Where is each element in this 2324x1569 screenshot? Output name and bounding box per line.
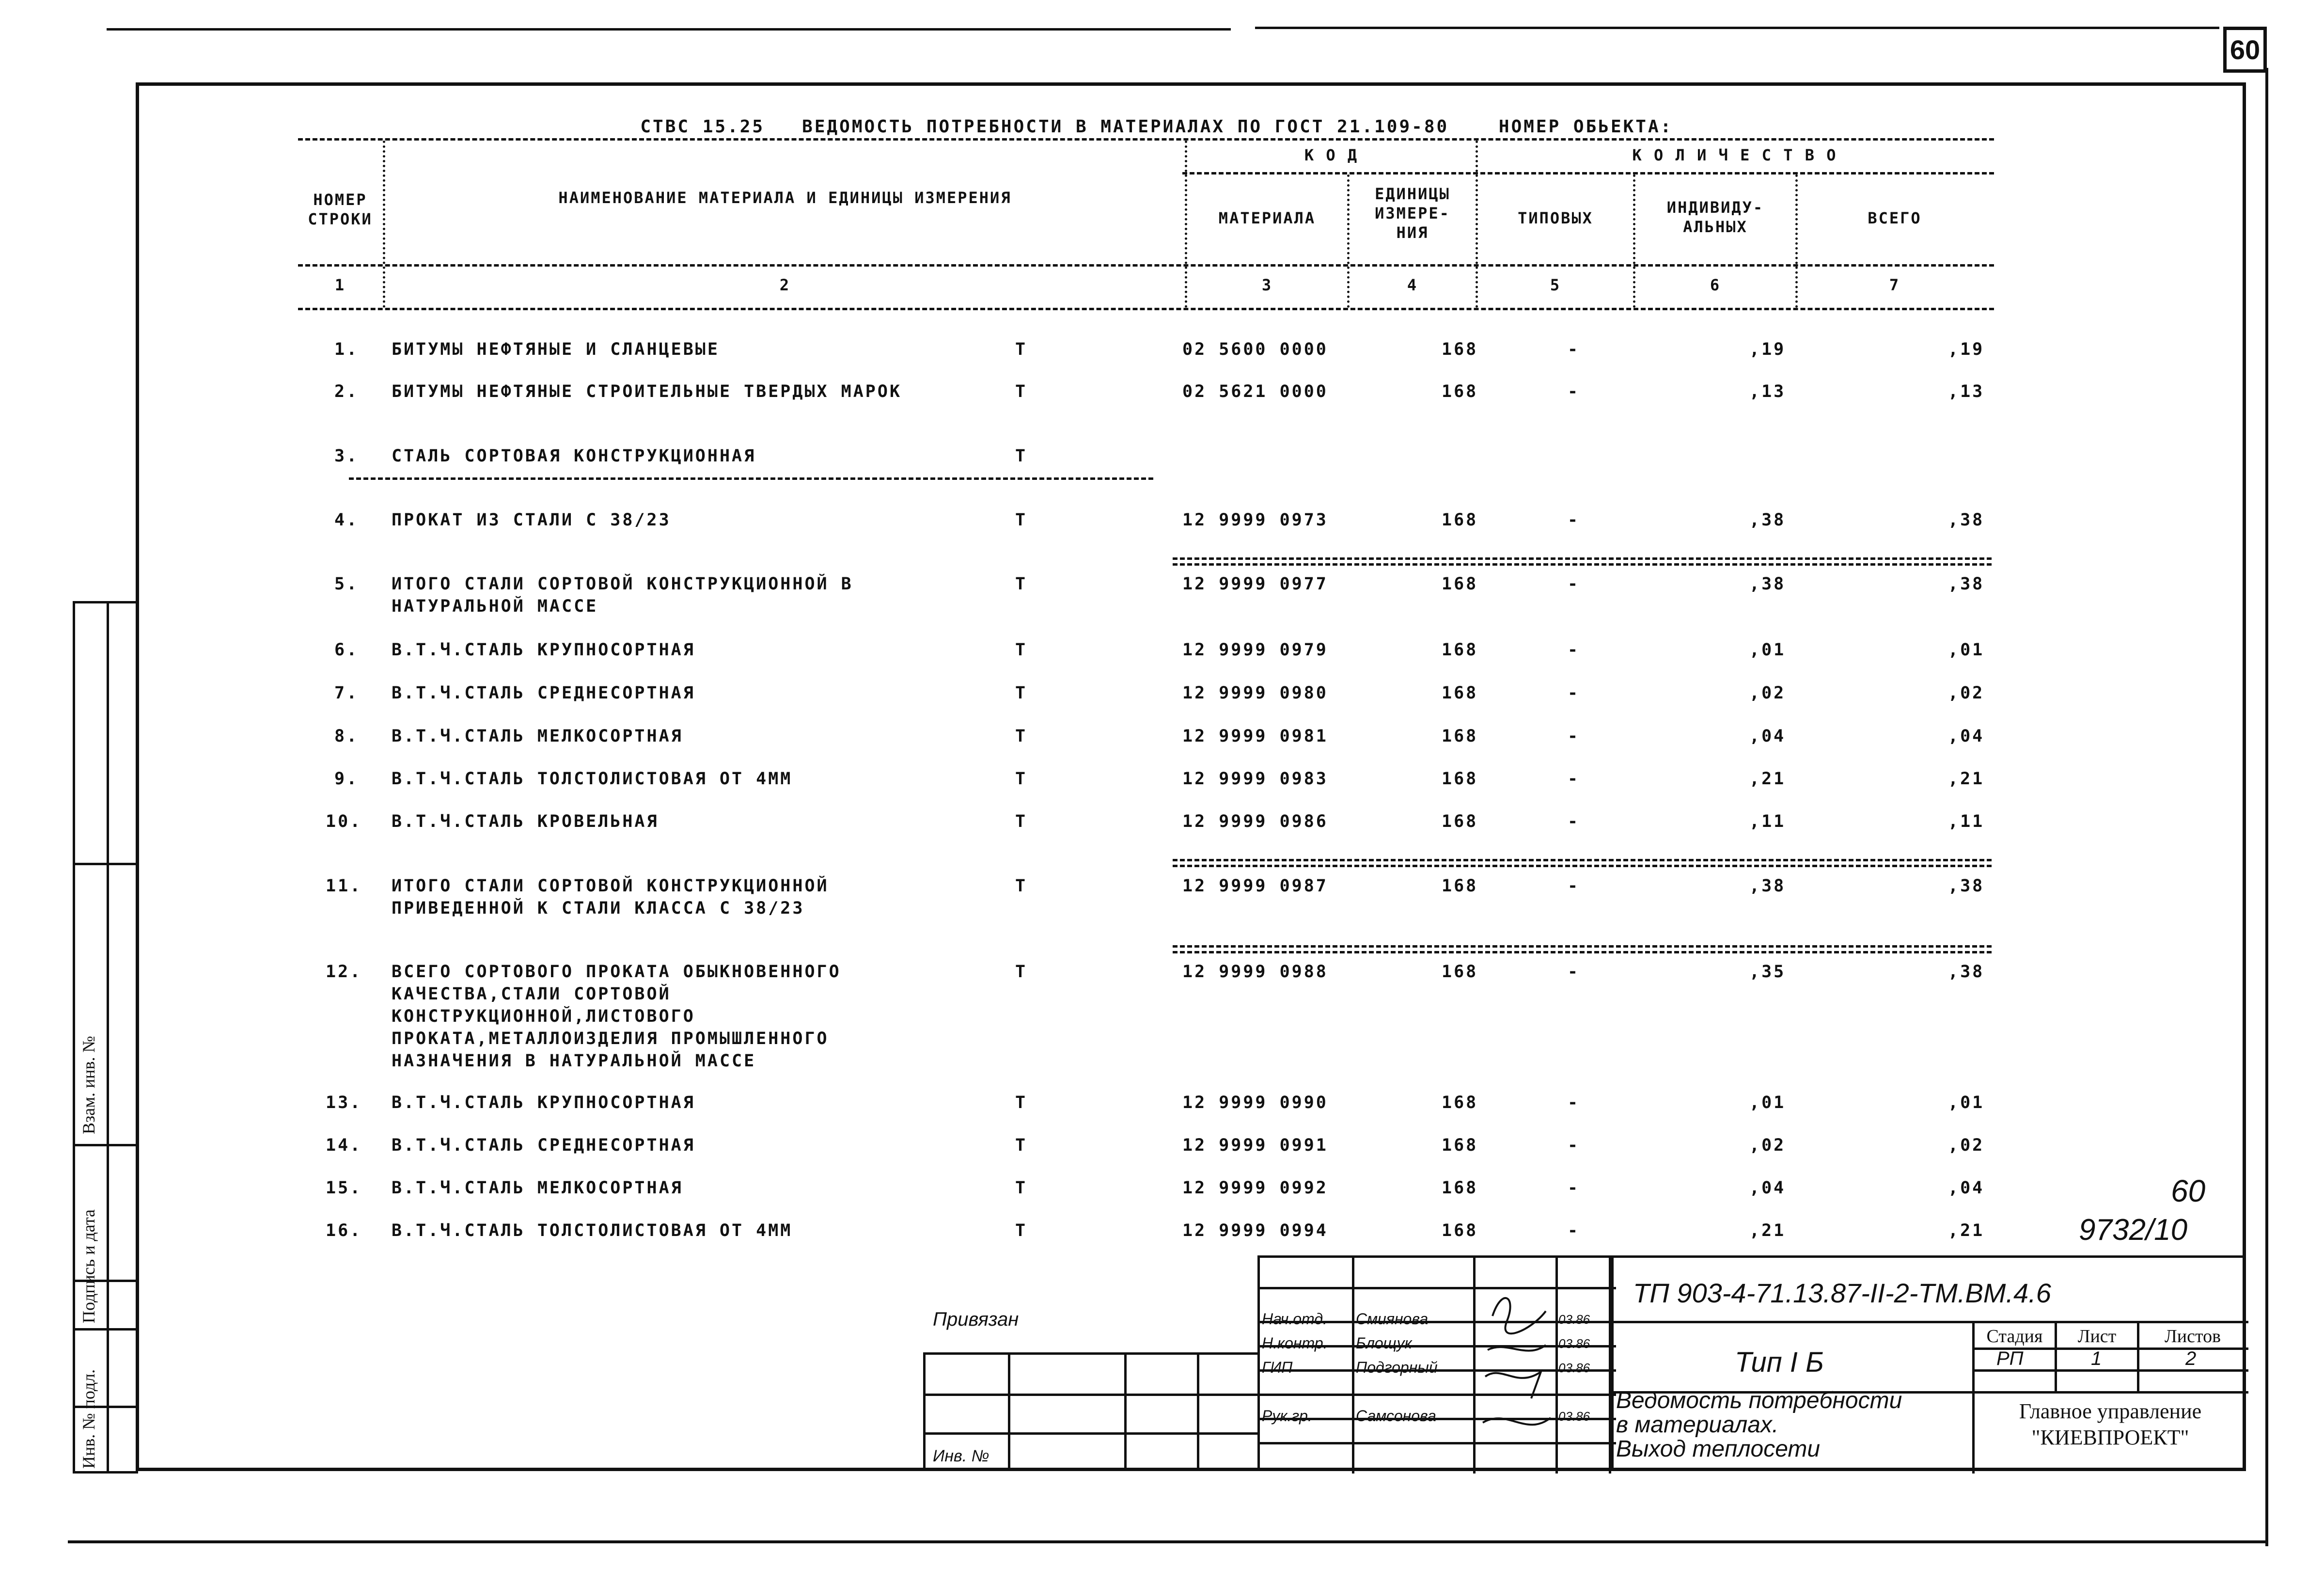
role-3: ГИП <box>1262 1359 1293 1376</box>
row-tot: ,21 <box>1948 1221 1985 1240</box>
pg-v1 <box>1008 1355 1010 1471</box>
top-rule-right <box>1255 27 2219 29</box>
row-unit: Т <box>1015 510 1028 530</box>
row-typ: - <box>1568 769 1580 789</box>
type-label: Тип I Б <box>1735 1347 1824 1378</box>
name-1: Смиянова <box>1356 1310 1429 1328</box>
row-name: В.Т.Ч.СТАЛЬ ТОЛСТОЛИСТОВАЯ ОТ 4ММ <box>392 1221 793 1240</box>
row-ind: ,38 <box>1749 574 1786 594</box>
row-tot: ,01 <box>1948 640 1985 660</box>
row-ind: ,38 <box>1749 510 1786 530</box>
row-code: 12 9999 0991 <box>1182 1136 1328 1155</box>
row-code: 12 9999 0990 <box>1182 1093 1328 1112</box>
total-rule <box>1173 563 1992 566</box>
row-unit: Т <box>1015 574 1028 594</box>
bottom-rule <box>68 1540 2268 1543</box>
sheet-header-cell: Лист <box>2077 1326 2117 1347</box>
row-typ: - <box>1568 812 1580 831</box>
stage-header: Стадия <box>1986 1326 2043 1347</box>
row-meas: 168 <box>1442 1178 1478 1198</box>
row-name: ПРОКАТ ИЗ СТАЛИ С 38/23 <box>392 510 671 530</box>
row-tot: ,21 <box>1948 769 1985 789</box>
archive-number: 9732/10 <box>2079 1213 2188 1247</box>
row-unit: Т <box>1015 1136 1028 1155</box>
row-unit: Т <box>1015 1221 1028 1240</box>
col-row-no: НОМЕР СТРОКИ <box>308 190 373 228</box>
row-name: ВСЕГО СОРТОВОГО ПРОКАТА ОБЫКНОВЕННОГО КАЧЕСТВА,СТАЛИ СОРТОВОЙ КОНСТРУКЦИОННОЙ,ЛИСТОВОГО ПРОКАТА,МЕТАЛЛОИЗДЕЛИЯ ПРОМЫШЛЕННОГО НАЗНАЧЕНИЯ В НАТУРАЛЬНОЙ МАССЕ <box>392 962 841 1071</box>
row-tot: ,04 <box>1948 1178 1985 1198</box>
num-4: 4 <box>1407 276 1418 294</box>
sg-v1 <box>1352 1258 1354 1474</box>
row-no: 16. <box>326 1221 362 1240</box>
row-ind: ,04 <box>1749 727 1786 746</box>
sheet-header <box>615 97 1673 137</box>
row-unit: Т <box>1015 962 1028 982</box>
row-typ: - <box>1568 1178 1580 1198</box>
row-unit: Т <box>1015 340 1028 359</box>
row-typ: - <box>1568 1136 1580 1155</box>
hdr-dash-top <box>298 138 1994 141</box>
row-meas: 168 <box>1442 876 1478 896</box>
row-tot: ,01 <box>1948 1093 1985 1112</box>
row-meas: 168 <box>1442 510 1478 530</box>
row-code: 12 9999 0986 <box>1182 812 1328 831</box>
role-2: Н.контр. <box>1262 1334 1328 1352</box>
side-sign-date: Подпись и дата <box>79 1209 98 1323</box>
side-div-2 <box>73 1144 138 1146</box>
num-2: 2 <box>779 276 791 294</box>
row-no: 5. <box>334 574 359 594</box>
row-typ: - <box>1568 962 1580 982</box>
sg-h4 <box>1260 1394 1616 1396</box>
row-meas: 168 <box>1442 640 1478 660</box>
organization: Главное управление "КИЕВПРОЕКТ" <box>2019 1399 2202 1449</box>
row-meas: 168 <box>1442 683 1478 703</box>
row-tot: ,04 <box>1948 727 1985 746</box>
document-code: ТП 903-4-71.13.87-II-2-ТМ.ВМ.4.6 <box>1633 1278 2051 1308</box>
total-rule <box>1173 859 1992 861</box>
signature-grid <box>1257 1255 1614 1471</box>
row-tot: ,38 <box>1948 962 1985 982</box>
row-unit: Т <box>1015 812 1028 831</box>
row-typ: - <box>1568 876 1580 896</box>
col-individual: ИНДИВИДУ- АЛЬНЫХ <box>1666 198 1764 236</box>
side-col-divider <box>107 601 109 1474</box>
row-code: 12 9999 0992 <box>1182 1178 1328 1198</box>
row-unit: Т <box>1015 727 1028 746</box>
row-no: 14. <box>326 1136 362 1155</box>
row-no: 8. <box>334 727 359 746</box>
row-code: 12 9999 0979 <box>1182 640 1328 660</box>
row-code: 12 9999 0983 <box>1182 769 1328 789</box>
row-unit: Т <box>1015 446 1028 466</box>
header-object: НОМЕР ОБЬЕКТА: <box>1498 117 1673 137</box>
row-ind: ,01 <box>1749 640 1786 660</box>
row-typ: - <box>1568 574 1580 594</box>
row-unit: Т <box>1015 382 1028 401</box>
row-tot: ,19 <box>1948 340 1985 359</box>
top-rule-left <box>107 28 1231 31</box>
hdr-dash-bot <box>298 308 1994 310</box>
row-ind: ,35 <box>1749 962 1786 982</box>
row-name: В.Т.Ч.СТАЛЬ КРОВЕЛЬНАЯ <box>392 812 659 831</box>
row3-underline <box>349 477 1153 480</box>
row-name: В.Т.Ч.СТАЛЬ КРУПНОСОРТНАЯ <box>392 640 695 660</box>
row-name: В.Т.Ч.СТАЛЬ СРЕДНЕСОРТНАЯ <box>392 1136 695 1155</box>
sheets-header: Листов <box>2164 1326 2221 1347</box>
row-typ: - <box>1568 382 1580 401</box>
row-typ: - <box>1568 340 1580 359</box>
date-2: 03.86 <box>1558 1336 1590 1351</box>
row-ind: ,19 <box>1749 340 1786 359</box>
row-code: 02 5600 0000 <box>1182 340 1328 359</box>
row-code: 02 5621 0000 <box>1182 382 1328 401</box>
row-name: БИТУМЫ НЕФТЯНЫЕ СТРОИТЕЛЬНЫЕ ТВЕРДЫХ МАРОК <box>392 382 902 401</box>
total-rule <box>1173 865 1992 867</box>
row-no: 10. <box>326 812 362 831</box>
row-code: 12 9999 0977 <box>1182 574 1328 594</box>
row-meas: 168 <box>1442 1093 1478 1112</box>
row-tot: ,38 <box>1948 574 1985 594</box>
row-typ: - <box>1568 640 1580 660</box>
stage-value: РП <box>1996 1348 2024 1369</box>
num-7: 7 <box>1889 276 1900 294</box>
main-title-block <box>1611 1255 2246 1471</box>
row-name: ИТОГО СТАЛИ СОРТОВОЙ КОНСТРУКЦИОННОЙ ПРИВЕДЕННОЙ К СТАЛИ КЛАССА С 38/23 <box>392 876 829 918</box>
role-1: Нач.отд. <box>1262 1310 1327 1328</box>
sheet-value: 1 <box>2091 1348 2102 1369</box>
date-1: 03.86 <box>1558 1312 1590 1327</box>
hdr-dash-mid <box>298 264 1994 267</box>
row-unit: Т <box>1015 1178 1028 1198</box>
num-5: 5 <box>1550 276 1561 294</box>
row-code: 12 9999 0988 <box>1182 962 1328 982</box>
row-no: 7. <box>334 683 359 703</box>
sg-h0 <box>1260 1287 1616 1289</box>
col-typical: ТИПОВЫХ <box>1518 209 1593 227</box>
row-ind: ,21 <box>1749 1221 1786 1240</box>
row-code: 12 9999 0973 <box>1182 510 1328 530</box>
row-typ: - <box>1568 683 1580 703</box>
row-typ: - <box>1568 1221 1580 1240</box>
row-ind: ,04 <box>1749 1178 1786 1198</box>
row-name: В.Т.Ч.СТАЛЬ ТОЛСТОЛИСТОВАЯ ОТ 4ММ <box>392 769 793 789</box>
pg-v2 <box>1124 1355 1127 1471</box>
row-no: 15. <box>326 1178 362 1198</box>
row-name: СТАЛЬ СОРТОВАЯ КОНСТРУКЦИОННАЯ <box>392 446 756 466</box>
row-meas: 168 <box>1442 812 1478 831</box>
sheet-number: 60 <box>2223 27 2267 73</box>
row-name: В.Т.Ч.СТАЛЬ КРУПНОСОРТНАЯ <box>392 1093 695 1112</box>
row-no: 6. <box>334 640 359 660</box>
row-unit: Т <box>1015 640 1028 660</box>
row-ind: ,01 <box>1749 1093 1786 1112</box>
row-meas: 168 <box>1442 962 1478 982</box>
row-ind: ,11 <box>1749 812 1786 831</box>
col-total: ВСЕГО <box>1868 209 1922 227</box>
row-no: 12. <box>326 962 362 982</box>
row-meas: 168 <box>1442 769 1478 789</box>
row-meas: 168 <box>1442 727 1478 746</box>
row-typ: - <box>1568 510 1580 530</box>
pg-h1 <box>926 1394 1260 1396</box>
row-name: ИТОГО СТАЛИ СОРТОВОЙ КОНСТРУКЦИОННОЙ В НАТУРАЛЬНОЙ МАССЕ <box>392 574 853 616</box>
role-4: Рук.гр. <box>1262 1407 1312 1425</box>
row-name: В.Т.Ч.СТАЛЬ СРЕДНЕСОРТНАЯ <box>392 683 695 703</box>
row-no: 3. <box>334 446 359 466</box>
col-name: НАИМЕНОВАНИЕ МАТЕРИАЛА И ЕДИНИЦЫ ИЗМЕРЕНИЯ <box>558 189 1012 207</box>
row-name: В.Т.Ч.СТАЛЬ МЕЛКОСОРТНАЯ <box>392 727 683 746</box>
row-unit: Т <box>1015 876 1028 896</box>
row-tot: ,02 <box>1948 1136 1985 1155</box>
side-vzam: Взам. инв. № <box>79 1036 98 1134</box>
row-no: 2. <box>334 382 359 401</box>
num-1: 1 <box>334 276 346 294</box>
row-tot: ,02 <box>1948 683 1985 703</box>
signatures-scribble <box>1473 1277 1558 1471</box>
row-ind: ,13 <box>1749 382 1786 401</box>
row-tot: ,38 <box>1948 510 1985 530</box>
sg-h6 <box>1260 1442 1616 1444</box>
num-3: 3 <box>1261 276 1273 294</box>
date-4: 03.86 <box>1558 1409 1590 1424</box>
row-no: 13. <box>326 1093 362 1112</box>
row-unit: Т <box>1015 683 1028 703</box>
row-meas: 168 <box>1442 1136 1478 1155</box>
side-div-1 <box>73 863 138 865</box>
hdr-dash-sub <box>1182 172 1994 174</box>
row-name: БИТУМЫ НЕФТЯНЫЕ И СЛАНЦЕВЫЕ <box>392 340 720 359</box>
name-3: Подгорный <box>1356 1359 1438 1376</box>
row-meas: 168 <box>1442 340 1478 359</box>
row-no: 1. <box>334 340 359 359</box>
name-2: Блощук <box>1356 1334 1412 1352</box>
row-ind: ,02 <box>1749 683 1786 703</box>
total-rule <box>1173 945 1992 948</box>
row-meas: 168 <box>1442 1221 1478 1240</box>
side-div-4 <box>73 1328 138 1331</box>
total-rule <box>1173 557 1992 560</box>
privyazan-label: Привязан <box>933 1309 1019 1330</box>
sheet-description: Ведомость потребности в материалах. Выход теплосети <box>1616 1388 1902 1462</box>
header-title: ВЕДОМОСТЬ ПОТРЕБНОСТИ В МАТЕРИАЛАХ ПО ГОСТ 21.109-80 <box>802 117 1449 137</box>
row-code: 12 9999 0981 <box>1182 727 1328 746</box>
side-stamp <box>73 601 138 1474</box>
row-no: 4. <box>334 510 359 530</box>
row-ind: ,02 <box>1749 1136 1786 1155</box>
row-meas: 168 <box>1442 382 1478 401</box>
page-number-hand: 60 <box>2171 1173 2206 1208</box>
row-code: 12 9999 0980 <box>1182 683 1328 703</box>
row-typ: - <box>1568 1093 1580 1112</box>
row-ind: ,21 <box>1749 769 1786 789</box>
header-left: СТВС 15.25 <box>640 117 765 137</box>
total-rule <box>1173 951 1992 953</box>
col-code-group: К О Д <box>1304 146 1359 164</box>
row-no: 9. <box>334 769 359 789</box>
col-qty-group: К О Л И Ч Е С Т В О <box>1632 146 1837 164</box>
row-unit: Т <box>1015 1093 1028 1112</box>
col-unit: ЕДИНИЦЫ ИЗМЕРЕ- НИЯ <box>1375 185 1450 242</box>
mt-h1 <box>1614 1321 2248 1323</box>
date-3: 03.86 <box>1558 1361 1590 1375</box>
row-tot: ,38 <box>1948 876 1985 896</box>
row-code: 12 9999 0994 <box>1182 1221 1328 1240</box>
num-6: 6 <box>1710 276 1721 294</box>
row-meas: 168 <box>1442 574 1478 594</box>
row-typ: - <box>1568 727 1580 746</box>
row-unit: Т <box>1015 769 1028 789</box>
inv-no-label: Инв. № <box>933 1447 989 1465</box>
row-tot: ,13 <box>1948 382 1985 401</box>
row-no: 11. <box>326 876 362 896</box>
row-code: 12 9999 0987 <box>1182 876 1328 896</box>
pg-h2 <box>926 1432 1260 1435</box>
right-rule <box>2265 68 2268 1546</box>
pg-v3 <box>1197 1355 1199 1471</box>
name-4: Самсонова <box>1356 1407 1436 1425</box>
side-inv-podl: Инв. № подл. <box>79 1369 98 1469</box>
col-material: МАТЕРИАЛА <box>1218 209 1316 227</box>
row-ind: ,38 <box>1749 876 1786 896</box>
row-tot: ,11 <box>1948 812 1985 831</box>
row-name: В.Т.Ч.СТАЛЬ МЕЛКОСОРТНАЯ <box>392 1178 683 1198</box>
sheets-value: 2 <box>2185 1348 2197 1369</box>
